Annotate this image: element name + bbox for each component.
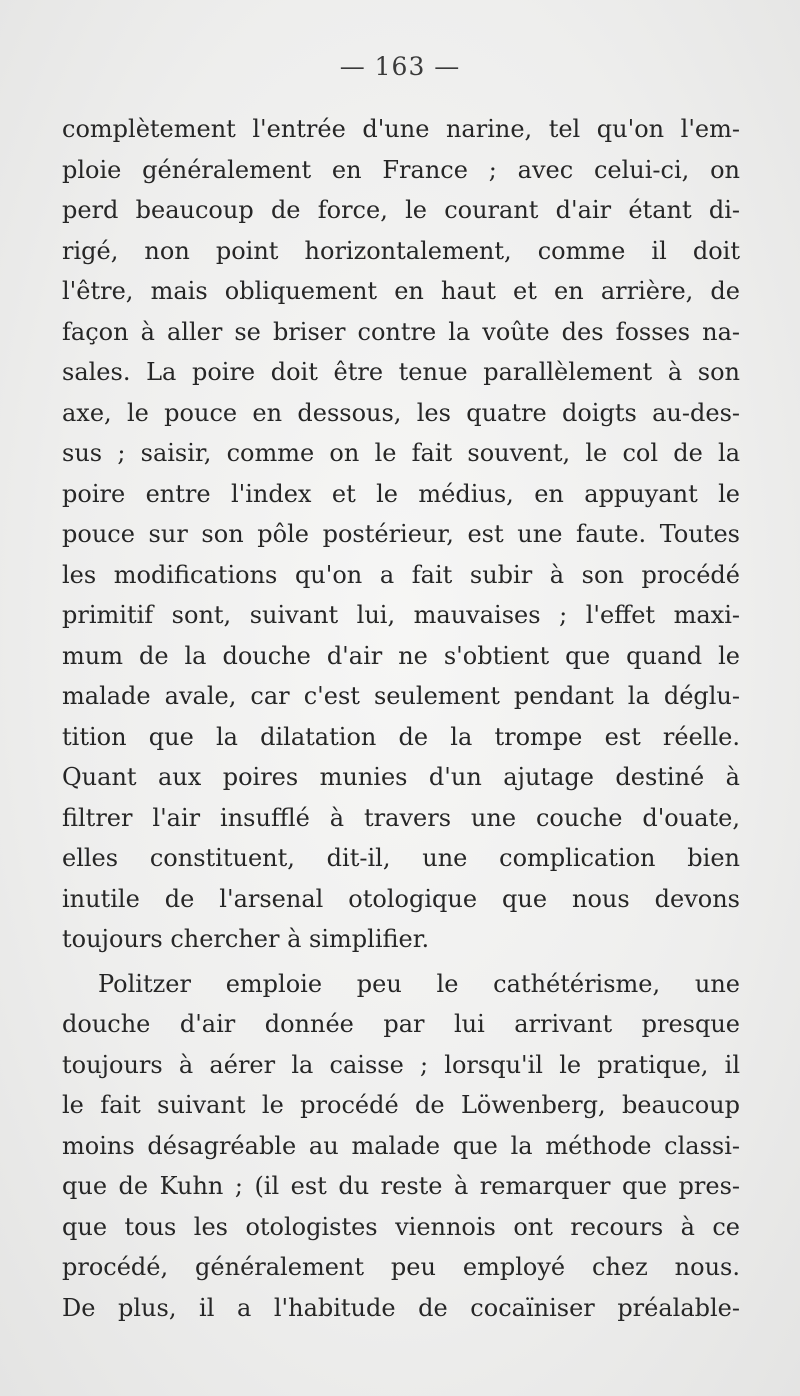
text-line: Quant aux poires munies d'un ajutage destiné à	[62, 763, 740, 791]
text-line: toujours à aérer la caisse ; lorsqu'il le pratique, il	[62, 1050, 740, 1079]
text-line: l'être, mais obliquement en haut et en arrière, de	[62, 277, 740, 305]
body-text	[62, 109, 740, 1328]
text-line: elles constituent, dit-il, une complication bien	[62, 844, 740, 872]
text-line: que tous les otologistes viennois ont recours à ce	[62, 1212, 740, 1241]
text-line: rigé, non point horizontalement, comme il doit	[62, 236, 740, 265]
text-line: malade avale, car c'est seulement pendant la déglu-	[62, 682, 740, 710]
text-line: axe, le pouce en dessous, les quatre doigts au-des-	[62, 398, 740, 427]
text-line: filtrer l'air insufflé à travers une couche d'ouate,	[62, 803, 740, 832]
text-line: mum de la douche d'air ne s'obtient que quand le	[62, 641, 740, 670]
text-line: ploie généralement en France ; avec celui-ci, on	[62, 155, 740, 184]
text-line: tition que la dilatation de la trompe est réelle.	[62, 722, 740, 751]
text-line: perd beaucoup de force, le courant d'air étant di-	[62, 196, 740, 224]
text-line: toujours chercher à simplifier.	[62, 925, 430, 953]
text-line: que de Kuhn ; (il est du reste à remarquer que pres-	[62, 1172, 740, 1200]
text-line: procédé, généralement peu employé chez nous.	[62, 1253, 740, 1281]
text-line: De plus, il a l'habitude de cocaïniser préalable-	[62, 1293, 740, 1322]
text-line: douche d'air donnée par lui arrivant presque	[62, 1010, 740, 1038]
page-number: — 163 —	[339, 52, 461, 81]
text-line: façon à aller se briser contre la voûte des fosses na-	[62, 317, 740, 346]
text-line: complètement l'entrée d'une narine, tel qu'on l'em-	[62, 115, 740, 143]
text-line: primitif sont, suivant lui, mauvaises ; l'effet maxi-	[62, 601, 740, 629]
text-line: le fait suivant le procédé de Löwenberg, beaucoup	[62, 1091, 740, 1119]
text-line: les modifications qu'on a fait subir à son procédé	[62, 560, 740, 589]
text-line: pouce sur son pôle postérieur, est une faute. Toutes	[62, 520, 740, 548]
text-line: sus ; saisir, comme on le fait souvent, le col de la	[62, 439, 740, 467]
text-line: poire entre l'index et le médius, en appuyant le	[62, 479, 740, 508]
paragraph-2	[62, 964, 740, 1329]
text-line: inutile de l'arsenal otologique que nous devons	[62, 884, 740, 913]
paragraph-1	[62, 109, 740, 960]
text-line: sales. La poire doit être tenue parallèlement à son	[62, 358, 740, 386]
text-line: moins désagréable au malade que la méthode classi-	[62, 1131, 740, 1160]
text-line: Politzer emploie peu le cathétérisme, une	[98, 969, 740, 998]
